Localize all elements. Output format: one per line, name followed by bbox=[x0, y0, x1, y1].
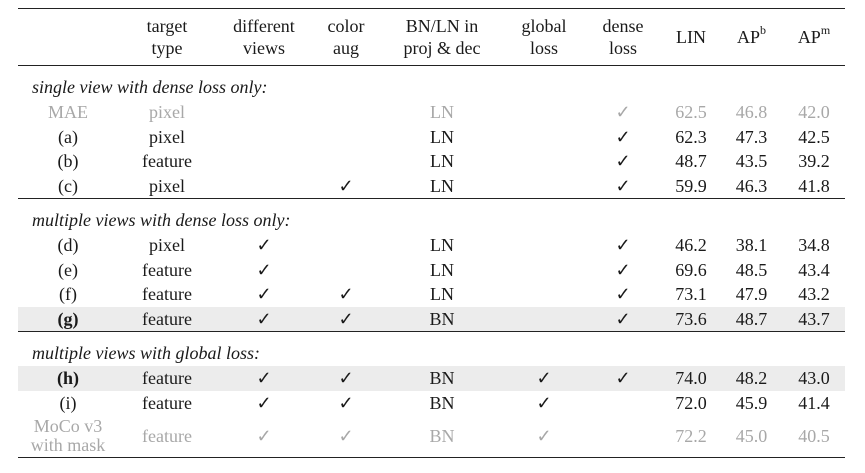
section-title-row bbox=[18, 66, 845, 101]
ap-box-cell: 48.5 bbox=[735, 259, 768, 280]
row-id: (a) bbox=[58, 126, 78, 147]
ap-mask-cell: 43.7 bbox=[783, 307, 845, 332]
ap-box-cell: 45.9 bbox=[735, 392, 768, 413]
lin-cell: 72.2 bbox=[675, 425, 707, 446]
ap-box-cell: 48.7 bbox=[720, 307, 783, 332]
table-row bbox=[18, 149, 845, 174]
target-type-cell: pixel bbox=[149, 235, 185, 256]
color-aug-cell bbox=[312, 125, 380, 150]
color-aug-cell bbox=[312, 233, 380, 258]
row-id: (e) bbox=[58, 259, 78, 280]
ap-mask-cell: 43.2 bbox=[798, 284, 830, 305]
color-aug-cell: ✓ bbox=[338, 284, 354, 305]
ap-mask-cell: 34.8 bbox=[798, 235, 830, 256]
target-type-cell: feature bbox=[142, 392, 192, 413]
section-title-row bbox=[18, 332, 845, 367]
dense-loss-cell: ✓ bbox=[615, 102, 631, 123]
norm-cell: LN bbox=[430, 259, 454, 280]
global-loss-cell: ✓ bbox=[536, 392, 552, 413]
norm-cell: LN bbox=[430, 175, 454, 196]
header-different-views: different views bbox=[233, 16, 295, 58]
header-ap-box: $AP^b$ bbox=[736, 23, 766, 47]
target-type-cell: feature bbox=[142, 151, 192, 172]
target-type-cell: feature bbox=[142, 284, 192, 305]
global-loss-cell bbox=[504, 100, 584, 125]
section-title: multiple views with dense loss only: bbox=[32, 210, 291, 230]
ap-mask-cell: 41.4 bbox=[798, 392, 830, 413]
ap-box-cell: 47.3 bbox=[735, 126, 768, 147]
table-row bbox=[18, 100, 845, 125]
lin-cell: 62.5 bbox=[675, 102, 707, 123]
dense-loss-cell: ✓ bbox=[615, 151, 631, 172]
header-lin: LIN bbox=[676, 27, 706, 47]
header-target-type: target type bbox=[146, 16, 188, 58]
row-id: MoCo v3 with mask bbox=[30, 416, 106, 455]
different-views-cell: ✓ bbox=[216, 366, 312, 391]
ap-mask-cell: 43.0 bbox=[783, 366, 845, 391]
ablation-table bbox=[18, 8, 845, 458]
ap-mask-cell: 43.4 bbox=[798, 259, 830, 280]
global-loss-cell bbox=[504, 258, 584, 283]
norm-cell: LN bbox=[430, 235, 454, 256]
different-views-cell: ✓ bbox=[256, 235, 272, 256]
section-title: single view with dense loss only: bbox=[32, 77, 268, 97]
ap-box-cell: 47.9 bbox=[735, 284, 768, 305]
row-id: (g) bbox=[18, 307, 118, 332]
ap-box-cell: 46.8 bbox=[735, 102, 768, 123]
lin-cell: 73.6 bbox=[662, 307, 720, 332]
ap-box-cell: 45.0 bbox=[735, 425, 768, 446]
dense-loss-cell: ✓ bbox=[584, 366, 662, 391]
color-aug-cell bbox=[312, 258, 380, 283]
row-id: (f) bbox=[59, 284, 77, 305]
table-row bbox=[18, 233, 845, 258]
global-loss-cell bbox=[504, 125, 584, 150]
ap-box-cell: 46.3 bbox=[735, 175, 768, 196]
table-row bbox=[18, 366, 845, 391]
target-type-cell: pixel bbox=[149, 126, 185, 147]
dense-loss-cell bbox=[584, 415, 662, 458]
different-views-cell bbox=[216, 174, 312, 199]
dense-loss-cell: ✓ bbox=[615, 126, 631, 147]
norm-cell: LN bbox=[430, 102, 454, 123]
global-loss-cell bbox=[504, 149, 584, 174]
norm-cell: LN bbox=[430, 126, 454, 147]
target-type-cell: feature bbox=[142, 259, 192, 280]
section-title: multiple views with global loss: bbox=[32, 343, 260, 363]
dense-loss-cell: ✓ bbox=[584, 307, 662, 332]
different-views-cell: ✓ bbox=[216, 307, 312, 332]
row-id: MAE bbox=[48, 102, 88, 123]
lin-cell: 48.7 bbox=[675, 151, 707, 172]
table-row bbox=[18, 125, 845, 150]
norm-cell: LN bbox=[430, 151, 454, 172]
lin-cell: 46.2 bbox=[675, 235, 707, 256]
target-type-cell: feature bbox=[142, 425, 192, 446]
row-id: (c) bbox=[58, 175, 78, 196]
header-row bbox=[18, 9, 845, 66]
color-aug-cell: ✓ bbox=[312, 366, 380, 391]
ap-mask-cell: 41.8 bbox=[798, 175, 830, 196]
color-aug-cell: ✓ bbox=[312, 307, 380, 332]
lin-cell: 59.9 bbox=[675, 175, 707, 196]
header-ap-mask: $AP^m$ bbox=[797, 23, 831, 47]
color-aug-cell: ✓ bbox=[338, 175, 354, 196]
global-loss-cell bbox=[504, 307, 584, 332]
global-loss-cell: ✓ bbox=[504, 366, 584, 391]
color-aug-cell: ✓ bbox=[338, 392, 354, 413]
different-views-cell: ✓ bbox=[256, 425, 272, 446]
header-id bbox=[18, 9, 118, 66]
table-row bbox=[18, 307, 845, 332]
dense-loss-cell: ✓ bbox=[615, 175, 631, 196]
norm-cell: LN bbox=[430, 284, 454, 305]
lin-cell: 74.0 bbox=[662, 366, 720, 391]
norm-cell: BN bbox=[429, 392, 455, 413]
lin-cell: 72.0 bbox=[675, 392, 707, 413]
header-global-loss: global loss bbox=[521, 16, 567, 58]
dense-loss-cell bbox=[584, 391, 662, 416]
table-row bbox=[18, 282, 845, 307]
global-loss-cell bbox=[504, 174, 584, 199]
dense-loss-cell: ✓ bbox=[615, 284, 631, 305]
global-loss-cell bbox=[504, 233, 584, 258]
lin-cell: 62.3 bbox=[675, 126, 707, 147]
section-title-row bbox=[18, 199, 845, 234]
table-row bbox=[18, 174, 845, 199]
target-type-cell: feature bbox=[118, 307, 216, 332]
header-color-aug: color aug bbox=[327, 16, 365, 58]
ap-mask-cell: 42.5 bbox=[798, 126, 830, 147]
target-type-cell: feature bbox=[118, 366, 216, 391]
ap-mask-cell: 40.5 bbox=[798, 425, 830, 446]
ap-mask-cell: 39.2 bbox=[798, 151, 830, 172]
row-id: (d) bbox=[57, 235, 79, 256]
ap-mask-cell: 42.0 bbox=[798, 102, 830, 123]
norm-cell: BN bbox=[380, 307, 504, 332]
dense-loss-cell: ✓ bbox=[615, 259, 631, 280]
table-row bbox=[18, 258, 845, 283]
different-views-cell: ✓ bbox=[256, 392, 272, 413]
target-type-cell: pixel bbox=[149, 175, 185, 196]
row-id: (b) bbox=[57, 151, 79, 172]
lin-cell: 73.1 bbox=[675, 284, 707, 305]
table-row bbox=[18, 391, 845, 416]
different-views-cell bbox=[216, 149, 312, 174]
different-views-cell: ✓ bbox=[256, 259, 272, 280]
color-aug-cell bbox=[312, 149, 380, 174]
ap-box-cell: 48.2 bbox=[720, 366, 783, 391]
global-loss-cell bbox=[504, 282, 584, 307]
header-dense-loss: dense loss bbox=[602, 16, 644, 58]
row-id: (h) bbox=[18, 366, 118, 391]
different-views-cell bbox=[216, 125, 312, 150]
different-views-cell bbox=[216, 100, 312, 125]
row-id: (i) bbox=[59, 392, 77, 413]
norm-cell: BN bbox=[380, 366, 504, 391]
header-bn-ln: BN/LN in proj & dec bbox=[403, 16, 481, 58]
target-type-cell: pixel bbox=[149, 102, 185, 123]
ap-box-cell: 43.5 bbox=[735, 151, 768, 172]
dense-loss-cell: ✓ bbox=[615, 235, 631, 256]
color-aug-cell: ✓ bbox=[338, 425, 354, 446]
ap-box-cell: 38.1 bbox=[735, 235, 768, 256]
norm-cell: BN bbox=[429, 425, 455, 446]
different-views-cell: ✓ bbox=[256, 284, 272, 305]
lin-cell: 69.6 bbox=[675, 259, 707, 280]
global-loss-cell: ✓ bbox=[536, 425, 552, 446]
color-aug-cell bbox=[312, 100, 380, 125]
table-row bbox=[18, 415, 845, 458]
